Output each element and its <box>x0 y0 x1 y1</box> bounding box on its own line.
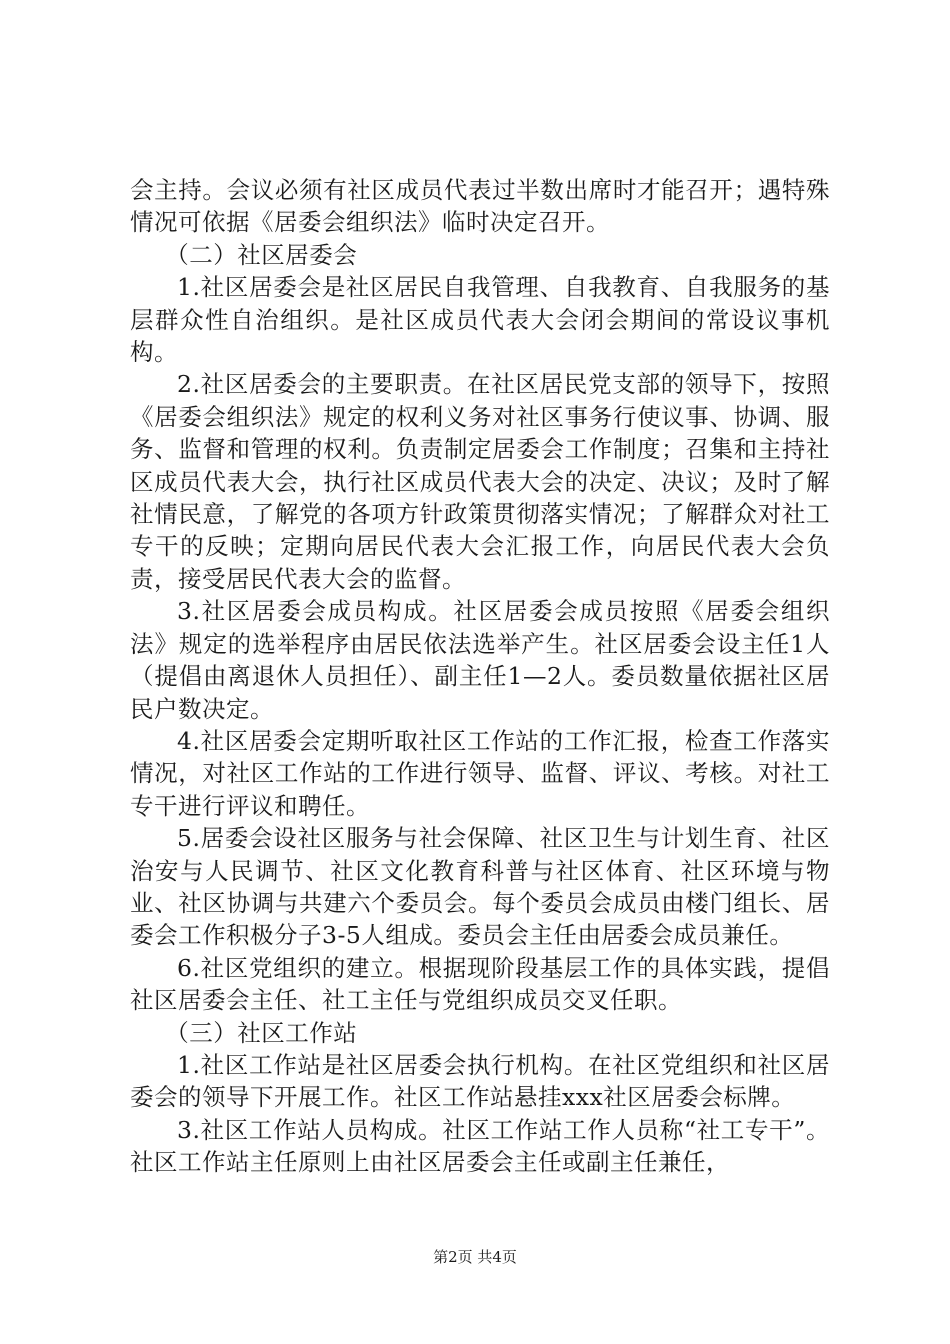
paragraph-item: 3.社区工作站人员构成。社区工作站工作人员称“社工专干”。社区工作站主任原则上由社区居委会主任或副主任兼任， <box>130 1115 830 1177</box>
paragraph-continuation: 会主持。会议必须有社区成员代表过半数出席时才能召开；遇特殊情况可依据《居委会组织法》临时决定召开。 <box>130 176 830 237</box>
paragraph-item: 1.社区居委会是社区居民自我管理、自我教育、自我服务的基层群众性自治组织。是社区成员代表大会闭会期间的常设议事机构。 <box>130 273 830 367</box>
paragraph-item: 1.社区工作站是社区居委会执行机构。在社区党组织和社区居委会的领导下开展工作。社区工作站悬挂xxx社区居委会标牌。 <box>130 1050 830 1112</box>
document-body <box>130 174 830 1179</box>
page-number-footer: 第2页 共4页 <box>433 1248 517 1266</box>
section-heading-work-station: （三）社区工作站 <box>165 1018 358 1047</box>
paragraph-item: 2.社区居委会的主要职责。在社区居民党支部的领导下，按照《居委会组织法》规定的权利义务对社区事务行使议事、协调、服务、监督和管理的权利。负责制定居委会工作制度；召集和主持社区成员代表大会，执行社区成员代表大会的决定、决议；及时了解社情民意，了解党的各项方针政策贯彻落实情况；了解群众对社工专干的反映；定期向居民代表大会汇报工作，向居民代表大会负责，接受居民代表大会的监督。 <box>130 370 830 593</box>
section-heading-residents-committee: （二）社区居委会 <box>165 240 358 269</box>
paragraph-item: 5.居委会设社区服务与社会保障、社区卫生与计划生育、社区治安与人民调节、社区文化教育科普与社区体育、社区环境与物业、社区协调与共建六个委员会。每个委员会成员由楼门组长、居委会工作积极分子3-5人组成。委员会主任由居委会成员兼任。 <box>130 824 830 950</box>
paragraph-item: 3.社区居委会成员构成。社区居委会成员按照《居委会组织法》规定的选举程序由居民依法选举产生。社区居委会设主任1人（提倡由离退休人员担任）、副主任1—2人。委员数量依据社区居民户数决定。 <box>130 597 830 723</box>
paragraph-item: 6.社区党组织的建立。根据现阶段基层工作的具体实践，提倡社区居委会主任、社工主任与党组织成员交叉任职。 <box>130 953 830 1015</box>
paragraph-item: 4.社区居委会定期听取社区工作站的工作汇报，检查工作落实情况，对社区工作站的工作进行领导、监督、评议、考核。对社工专干进行评议和聘任。 <box>130 726 830 820</box>
